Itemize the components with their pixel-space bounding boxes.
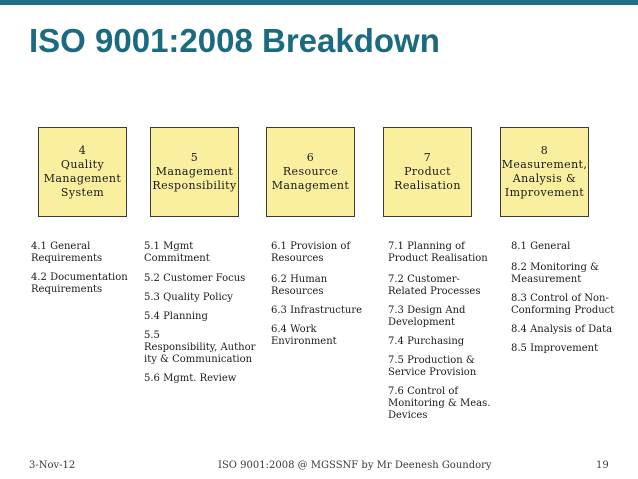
sub-clause-line: 6.1 Provision of — [271, 241, 351, 252]
clause-number: 5 — [190, 151, 199, 164]
sub-clause-line: 8.1 General — [511, 241, 571, 252]
sub-clause-line: 8.4 Analysis of Data — [511, 324, 613, 335]
clause-number: 4 — [78, 144, 87, 157]
sub-clause-line: Monitoring & Meas. — [388, 398, 491, 409]
sub-clause-line: 5.5 — [144, 330, 160, 341]
sub-clause-line: 6.3 Infrastructure — [271, 305, 363, 316]
sub-clause-line: Devices — [388, 410, 428, 421]
clause-title-line: Product — [404, 165, 451, 178]
clause-title-line: Resource — [282, 165, 339, 178]
sub-clause-item — [31, 272, 128, 296]
top-accent-bar — [0, 0, 638, 5]
sub-clause-item — [388, 241, 490, 265]
sub-clause-item — [511, 343, 614, 355]
slide-title: ISO 9001:2008 Breakdown — [29, 22, 440, 59]
sub-clause-line: Conforming Product — [511, 305, 615, 316]
clause-title-line: Measurement, — [501, 158, 588, 171]
clause-title-line: Realisation — [394, 179, 461, 192]
sub-clause-line: 5.3 Quality Policy — [144, 292, 233, 303]
clause-column-6 — [271, 241, 362, 355]
sub-clause-line: 7.1 Planning of — [388, 241, 465, 252]
clause-column-7 — [388, 241, 490, 429]
sub-clause-line: 5.6 Mgmt. Review — [144, 373, 237, 384]
sub-clause-line: Related Processes — [388, 286, 481, 297]
sub-clause-line: 6.4 Work — [271, 324, 317, 335]
clause-box-5 — [150, 127, 239, 217]
clause-box-4 — [38, 127, 127, 217]
sub-clause-item — [388, 386, 490, 422]
sub-clause-line: 6.2 Human — [271, 274, 328, 285]
sub-clause-item — [388, 336, 490, 348]
sub-clause-item — [144, 241, 255, 265]
clause-column-8 — [511, 241, 614, 362]
sub-clause-line: Environment — [271, 336, 337, 347]
sub-clause-line: Commitment — [144, 253, 210, 264]
clause-number: 8 — [540, 144, 549, 157]
footer-page-number: 19 — [596, 460, 609, 471]
sub-clause-line: 4.2 Documentation — [31, 272, 128, 283]
clause-title-line: Management — [271, 179, 350, 192]
sub-clause-line: Responsibility, Author — [144, 342, 256, 353]
clause-title-line: Management — [43, 172, 122, 185]
clause-box-8 — [500, 127, 589, 217]
sub-clause-line: 7.4 Purchasing — [388, 336, 465, 347]
sub-clause-item — [144, 311, 255, 323]
sub-clause-line: Service Provision — [388, 367, 477, 378]
sub-clause-line: Requirements — [31, 253, 103, 264]
clause-title-line: Responsibility — [152, 179, 237, 192]
sub-clause-line: 4.1 General — [31, 241, 91, 252]
clause-title-line: Management — [155, 165, 234, 178]
footer-center-text: ISO 9001:2008 @ MGSSNF by Mr Deenesh Goundory — [218, 460, 492, 471]
sub-clause-line: 7.2 Customer- — [388, 274, 460, 285]
clause-title-line: Quality — [60, 158, 105, 171]
sub-clause-item — [511, 324, 614, 336]
sub-clause-line: 8.3 Control of Non- — [511, 293, 609, 304]
sub-clause-item — [271, 274, 362, 298]
sub-clause-line: Resources — [271, 286, 324, 297]
sub-clause-line: Product Realisation — [388, 253, 488, 264]
clause-title-line: Analysis & — [512, 172, 577, 185]
sub-clause-line: 5.4 Planning — [144, 311, 208, 322]
clause-number: 6 — [306, 151, 315, 164]
sub-clause-line: Measurement — [511, 274, 582, 285]
footer-date: 3-Nov-12 — [29, 460, 76, 471]
sub-clause-item — [388, 305, 490, 329]
sub-clause-item — [271, 241, 362, 265]
sub-clause-line: 7.6 Control of — [388, 386, 459, 397]
sub-clause-line: 8.2 Monitoring & — [511, 262, 599, 273]
sub-clause-item — [511, 241, 614, 253]
sub-clause-item — [144, 273, 255, 285]
clause-title-line: System — [60, 186, 105, 199]
sub-clause-line: 5.1 Mgmt — [144, 241, 194, 252]
sub-clause-item — [271, 324, 362, 348]
sub-clause-item — [31, 241, 128, 265]
sub-clause-item — [144, 292, 255, 304]
clause-title-line: Improvement — [504, 186, 585, 199]
sub-clause-line: 8.5 Improvement — [511, 343, 599, 354]
sub-clause-line: 7.5 Production & — [388, 355, 475, 366]
sub-clause-line: Resources — [271, 253, 324, 264]
clause-box-7 — [383, 127, 472, 217]
clause-column-4 — [31, 241, 128, 303]
sub-clause-line: 7.3 Design And — [388, 305, 466, 316]
sub-clause-line: 5.2 Customer Focus — [144, 273, 246, 284]
sub-clause-item — [388, 274, 490, 298]
clause-box-6 — [266, 127, 355, 217]
clause-column-5 — [144, 241, 255, 392]
sub-clause-line: ity & Communication — [144, 354, 253, 365]
sub-clause-item — [511, 262, 614, 286]
sub-clause-item — [388, 355, 490, 379]
sub-clause-item — [144, 330, 255, 366]
sub-clause-line: Development — [388, 317, 455, 328]
sub-clause-item — [144, 373, 255, 385]
sub-clause-item — [271, 305, 362, 317]
sub-clause-item — [511, 293, 614, 317]
sub-clause-line: Requirements — [31, 284, 103, 295]
clause-number: 7 — [423, 151, 432, 164]
